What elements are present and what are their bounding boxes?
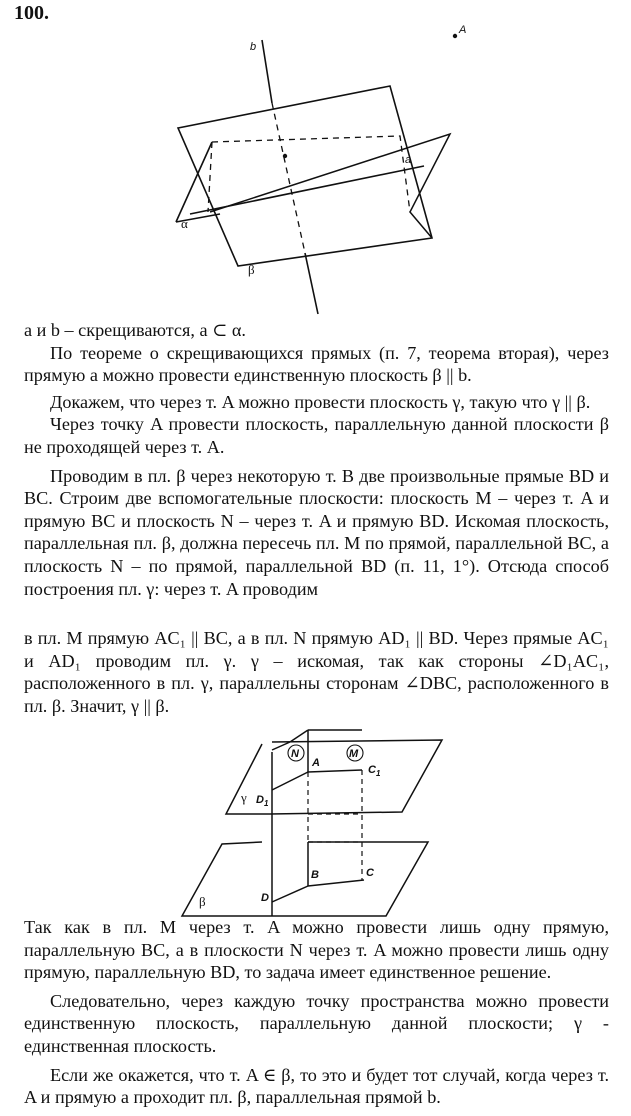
- paragraph-6: в пл. M прямую AC₁ || BC, а в пл. N прямую AD₁ || BD. Через прямые AC₁ и AD₁ проводим пл. γ. γ – искомая, так как стороны ∠D₁AC₁, расположенного в пл. γ, параллельны сторонам ∠DBC, расположенного в пл. β. Значит, γ || β.: [24, 628, 609, 716]
- fig2-label-B: B: [311, 869, 319, 881]
- fig2-label-C: C: [366, 867, 374, 879]
- problem-number: 100.: [14, 2, 49, 24]
- text-block-3: [24, 916, 609, 1109]
- point-on-b: [283, 154, 287, 158]
- fig2-label-beta: β: [199, 894, 206, 909]
- fig1-label-a: a: [405, 154, 412, 166]
- fig1-label-b: b: [250, 41, 257, 53]
- paragraph-7: Так как в пл. M через т. A можно провести лишь одну прямую, параллельную BC, а в плоскости N через т. A можно провести лишь одну прямую, параллельную BD, то задача имеет единственное решение.: [24, 917, 609, 983]
- fig2-label-C1: $C_1$: [368, 764, 381, 778]
- figure-skew-lines: [0, 0, 631, 320]
- fig1-label-A: A: [459, 24, 467, 36]
- figure2-hidden-lines: [308, 770, 362, 880]
- figure1-hidden-lines: [208, 103, 410, 253]
- figure1-drawing: [176, 40, 450, 314]
- fig2-label-D: D: [261, 892, 269, 904]
- fig2-label-M: M: [349, 748, 359, 760]
- paragraph-4: Через точку A провести плоскость, параллельную данной плоскости β не проходящей через т. A.: [24, 414, 609, 457]
- paragraph-9: Если же окажется, что т. A ∈ β, то это и будет тот случай, когда через т. A и прямую a проходит пл. β, параллельная прямой b.: [24, 1064, 609, 1108]
- text-block-2: [24, 627, 609, 717]
- fig2-label-D1: $D_1$: [256, 794, 269, 808]
- fig1-label-beta: β: [248, 262, 255, 277]
- fig2-label-A: A: [312, 757, 320, 769]
- paragraph-2: По теореме о скрещивающихся прямых (п. 7, теорема вторая), через прямую a можно провести единственную плоскость β || b.: [24, 342, 609, 386]
- point-A: [453, 34, 457, 38]
- paragraph-1: a и b – скрещиваются, a ⊂ α.: [24, 320, 246, 340]
- paragraph-3: Докажем, что через т. A можно провести плоскость γ, такую что γ || β.: [50, 391, 591, 412]
- fig1-label-alpha: α: [181, 216, 188, 231]
- fig2-label-gamma: γ: [241, 790, 247, 805]
- paragraph-8: Следовательно, через каждую точку пространства можно провести единственную плоскость, параллельную данной плоскости; γ - единственная плоскость.: [24, 990, 609, 1056]
- text-block-1: [24, 319, 609, 600]
- fig2-label-N: N: [291, 748, 299, 760]
- figure-parallel-planes: [0, 720, 631, 920]
- paragraph-5: Проводим в пл. β через некоторую т. B две произвольные прямые BD и BC. Строим две вспомогательные плоскости: плоскость M – через т. A и прямую BC и плоскость N – через т. A и прямую BD. Искомая плоскость, параллельная пл. β, должна пересечь пл. M по прямой, параллельной BC, а плоскость N – по прямой, параллельной BD (п. 11, 1°). Отсюда способ построения пл. γ: через т. A проводим: [24, 465, 609, 599]
